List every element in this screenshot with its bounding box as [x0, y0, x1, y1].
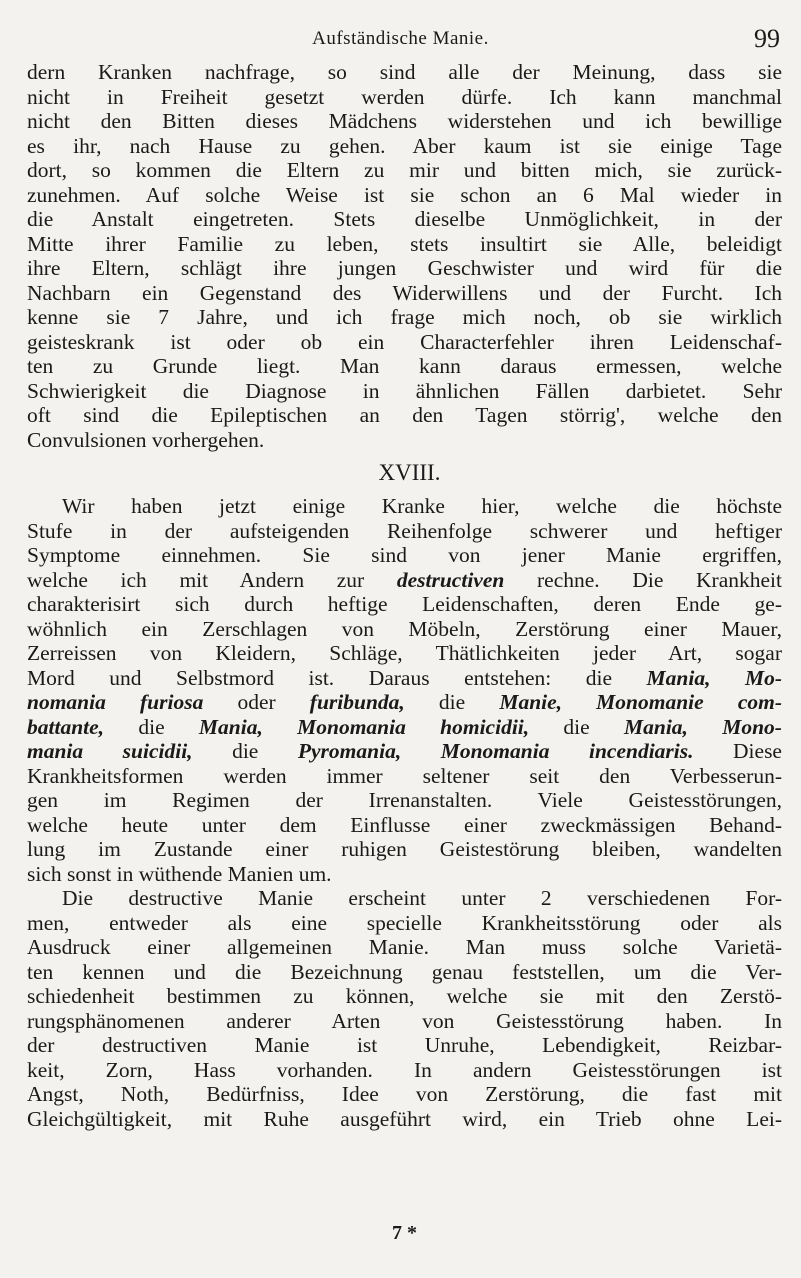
text-line — [27, 617, 782, 642]
running-title: Aufständische Manie. — [312, 28, 489, 49]
text-line: Ausdruck einer allgemeinen Manie. Man muss solche Varietä- — [27, 935, 782, 959]
text-run: die — [529, 714, 624, 739]
text-run: oder — [203, 690, 310, 714]
text-line: Mitte ihrer Familie zu leben, stets insultirt sie Alle, beleidigt — [27, 231, 782, 256]
text-run: Mord und Selbstmord ist. Daraus entstehen: die — [27, 665, 647, 690]
text-run: Zerreissen von Kleidern, Schläge, Thätlichkeiten jeder Art, sogar — [27, 641, 782, 665]
text-line: Nachbarn ein Gegenstand des Widerwillens und der Furcht. Ich — [27, 280, 782, 305]
text-line: Gleichgültigkeit, mit Ruhe ausgeführt wird, ein Trieb ohne Lei- — [27, 1106, 782, 1131]
italic-term: Mania, Mono- — [624, 714, 782, 739]
text-line — [27, 764, 782, 789]
text-line — [27, 715, 782, 740]
text-line — [27, 666, 782, 691]
paragraph-3 — [27, 886, 782, 1131]
section-heading: XVIII. — [378, 460, 441, 485]
text-run: charakterisirt sich durch heftige Leidenschaften, deren Ende ge- — [27, 592, 782, 616]
paragraph-2 — [27, 494, 782, 886]
text-line: die Anstalt eingetreten. Stets dieselbe Unmöglichkeit, in der — [27, 207, 782, 231]
text-line: dort, so kommen die Eltern zu mir und bitten mich, sie zurück- — [27, 158, 782, 182]
text-line: Angst, Noth, Bedürfniss, Idee von Zerstörung, die fast mit — [27, 1082, 782, 1106]
text-line: schiedenheit bestimmen zu können, welche sie mit den Zerstö- — [27, 984, 782, 1008]
text-line: ten zu Grunde liegt. Man kann daraus ermessen, welche — [27, 354, 782, 378]
text-run: Krankheitsformen werden immer seltener seit den Verbesserun- — [27, 763, 782, 788]
text-line — [27, 813, 782, 838]
text-run: Wir haben jetzt einige Kranke hier, welche die höchste — [62, 494, 782, 518]
italic-term: Manie, Monomanie com- — [499, 690, 782, 714]
text-run: sich sonst in wüthende Manien um. — [27, 861, 332, 886]
signature-mark: 7 * — [392, 1222, 417, 1244]
text-line: nicht den Bitten dieses Mädchens widerstehen und ich bewillige — [27, 109, 782, 133]
paragraph-1 — [27, 60, 782, 452]
text-line — [27, 690, 782, 715]
text-line: rungsphänomenen anderer Arten von Geistesstörung haben. In — [27, 1008, 782, 1033]
text-run: lung im Zustande einer ruhigen Geistestörung bleiben, wandelten — [27, 837, 782, 861]
italic-term: nomania furiosa — [27, 690, 204, 714]
text-line — [27, 739, 782, 764]
text-line: geisteskrank ist oder ob ein Characterfehler ihren Leidenschaf- — [27, 329, 782, 354]
page-number: 99 — [754, 24, 780, 53]
text-line: der destructiven Manie ist Unruhe, Lebendigkeit, Reizbar- — [27, 1033, 782, 1057]
text-line: dern Kranken nachfrage, so sind alle der Meinung, dass sie — [27, 60, 782, 84]
running-head — [0, 20, 801, 53]
text-line — [27, 862, 782, 887]
text-line: zunehmen. Auf solche Weise ist sie schon an 6 Mal wieder in — [27, 182, 782, 207]
text-run: welche ich mit Andern zur — [27, 567, 397, 592]
italic-term: Pyromania, Monomania incendiaris. — [297, 739, 694, 763]
body-text — [27, 60, 782, 1131]
text-line: Convulsionen vorhergehen. — [27, 427, 265, 452]
text-line: keit, Zorn, Hass vorhanden. In andern Geistesstörungen ist — [27, 1057, 782, 1082]
text-line: men, entweder als eine specielle Krankheitsstörung oder als — [27, 910, 782, 935]
text-run: Diese — [693, 739, 782, 763]
text-line: ihre Eltern, schlägt ihre jungen Geschwister und wird für die — [27, 256, 782, 280]
text-line — [27, 641, 782, 666]
text-run: die — [192, 739, 298, 763]
italic-term: furibunda, — [309, 690, 405, 714]
text-line — [27, 837, 782, 862]
text-line: ten kennen und die Bezeichnung genau feststellen, um die Ver- — [27, 959, 782, 984]
italic-term: destructiven — [396, 567, 505, 592]
italic-term: battante, — [27, 714, 105, 739]
italic-term: Mania, Monomania homicidii, — [198, 714, 530, 739]
text-run: gen im Regimen der Irrenanstalten. Viele Geistesstörungen, — [27, 788, 782, 812]
text-line: Schwierigkeit die Diagnose in ähnlichen Fällen darbietet. Sehr — [27, 378, 782, 403]
text-line — [27, 543, 782, 568]
text-line: kenne sie 7 Jahre, und ich frage mich noch, ob sie wirklich — [27, 305, 782, 329]
text-line: oft sind die Epileptischen an den Tagen störrig', welche den — [27, 403, 782, 427]
text-line — [27, 568, 782, 593]
italic-term: mania suicidii, — [27, 739, 193, 763]
text-line: nicht in Freiheit gesetzt werden dürfe. Ich kann manchmal — [27, 84, 782, 109]
text-run: Stufe in der aufsteigenden Reihenfolge schwerer und heftiger — [27, 518, 782, 543]
text-run: welche heute unter dem Einflusse einer zweckmässigen Behand- — [27, 812, 782, 837]
text-run: Symptome einnehmen. Sie sind von jener Manie ergriffen, — [27, 543, 782, 567]
text-run: wöhnlich ein Zerschlagen von Möbeln, Zerstörung einer Mauer, — [27, 616, 782, 641]
text-run: die — [104, 714, 199, 739]
text-run: rechne. Die Krankheit — [504, 567, 782, 592]
text-line — [27, 494, 782, 519]
text-line — [27, 519, 782, 544]
text-line — [27, 592, 782, 617]
text-line: Die destructive Manie erscheint unter 2 verschiedenen For- — [62, 886, 782, 910]
text-line — [27, 788, 782, 813]
text-run: die — [404, 690, 500, 714]
italic-term: Mania, Mo- — [646, 665, 783, 690]
text-line: es ihr, nach Hause zu gehen. Aber kaum ist sie einige Tage — [27, 133, 782, 158]
